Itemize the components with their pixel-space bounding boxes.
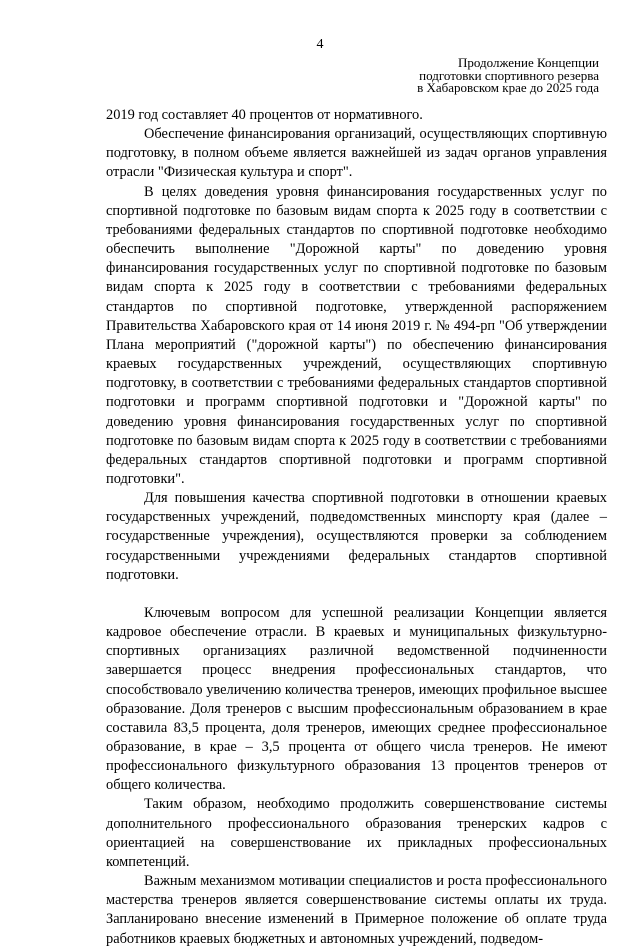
paragraph: Обеспечение финансирования организаций, осуществляющих спортивную подготовку, в полном объеме является важнейшей из задач органов управления отрасли "Физическая культура и спорт". — [106, 126, 607, 181]
paragraph: 2019 год составляет 40 процентов от нормативного. — [106, 107, 423, 123]
header-line: в Хабаровском крае до 2025 года — [417, 80, 599, 95]
header-line: Продолжение Концепции — [458, 55, 599, 70]
paragraph: В целях доведения уровня финансирования государственных услуг по спортивной подготовке по базовым видам спорта к 2025 году в соответствии с требованиями федеральных стандартов по спортивной подготовке необходимо обеспечить выполнение "Дорожной карты" по доведению уровня финансирования государственных услуг по спортивной подготовке по базовым видам спорта к 2025 году в соответствии с требованиями федеральных стандартов по спортивной подготовке, утвержденной распоряжением Правительства Хабаровского края от 14 июня 2019 г. № 494-рп "Об утверждении Плана мероприятий ("дорожной карты") по обеспечению финансирования краевых государственных учреждений, осуществляющих спортивную подготовку, в соответствии с требованиями федеральных стандартов спортивной подготовки и программ спортивной подготовки и "Дорожной карты" по доведению уровня финансирования государственных услуг по спортивной подготовке по базовым видам спорта к 2025 году в соответствии с требованиями федеральных стандартов спортивной подготовки и программ спортивной подготовки". — [106, 183, 607, 487]
page-number: 4 — [316, 37, 324, 52]
document-body — [106, 106, 607, 949]
paragraph: Таким образом, необходимо продолжить совершенствование системы дополнительного профессионального образования тренерских кадров с ориентацией на совершенствование их прикладных профессиональных компетенций. — [106, 796, 607, 870]
paragraph: Для повышения качества спортивной подготовки в отношении краевых государственных учреждений, подведомственных минспорту края (далее – государственные учреждения), осуществляются проверки за соблюдением государственными учреждениями федеральных стандартов спортивной подготовки. — [106, 490, 607, 583]
paragraph: Ключевым вопросом для успешной реализации Концепции является кадровое обеспечение отрасли. В краевых и муниципальных физкультурно-спортивных организациях различной ведомственной подчиненности завершается процесс внедрения профессиональных стандартов, что способствовало увеличению количества тренеров, имеющих профильное высшее образование. Доля тренеров с высшим профессиональным образованием в крае составила 83,5 процента, доля тренеров, имеющих среднее профессиональное образование, в крае – 3,5 процента от общего числа тренеров. Не имеют профессионального физкультурного образования 13 процентов тренеров от общего количества. — [106, 604, 607, 794]
continuation-header — [339, 57, 599, 95]
paragraph: Важным механизмом мотивации специалистов и роста профессионального мастерства тренеров является совершенствование системы оплаты их труда. Запланировано внесение изменений в Примерное положение об оплате труда работников краевых бюджетных и автономных учреждений, подведом- — [106, 873, 607, 947]
header-line: подготовки спортивного резерва — [419, 67, 599, 83]
